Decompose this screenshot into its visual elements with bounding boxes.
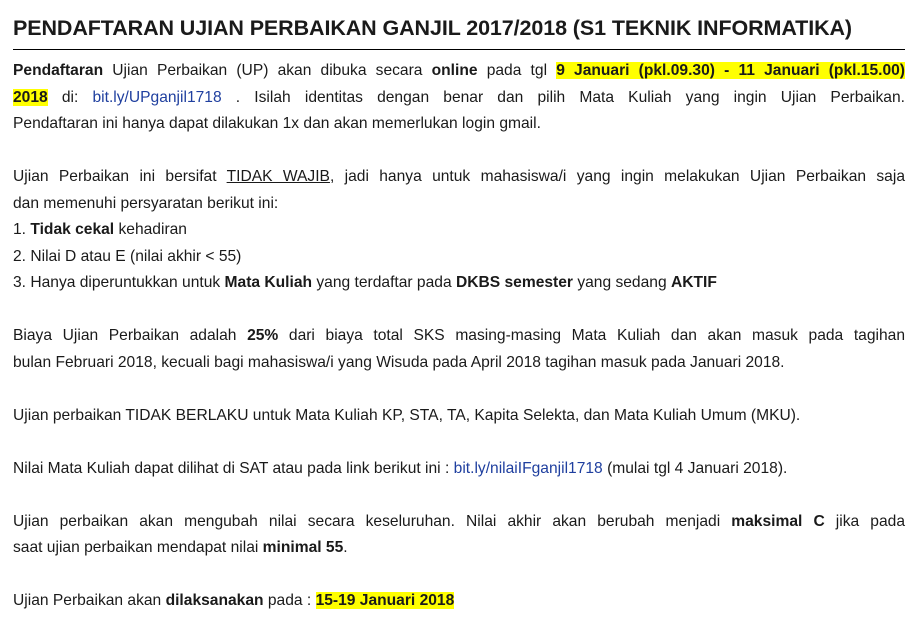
bold-segment: minimal 55 [262, 539, 344, 556]
online-word: online [431, 62, 478, 79]
text-segment: 1. [13, 221, 31, 238]
grades-link[interactable]: bit.ly/nilaiIFganjil1718 [453, 459, 603, 477]
registration-line-1 [13, 58, 905, 85]
text-segment: , jadi hanya untuk mahasiswa/i yang ingin melakukan Ujian Perbaikan saja [329, 168, 905, 185]
fee-line-2: bulan Februari 2018, kecuali bagi mahasiswa/i yang Wisuda pada April 2018 tagihan masuk pada Januari 2018. [13, 353, 785, 371]
requirements-paragraph [13, 164, 905, 297]
registration-year-highlight: 2018 [13, 88, 48, 106]
requirement-item-2: 2. Nilai D atau E (nilai akhir < 55) [13, 247, 242, 265]
requirement-item-3 [13, 270, 905, 297]
fee-line-1 [13, 323, 905, 350]
requirements-line-2: dan memenuhi persyaratan berikut ini: [13, 194, 279, 212]
text-segment: Ujian Perbaikan akan [13, 592, 166, 609]
grade-change-line-2 [13, 535, 905, 562]
bold-segment: AKTIF [670, 274, 717, 291]
fee-paragraph [13, 323, 905, 376]
exclusion-paragraph: Ujian perbaikan TIDAK BERLAKU untuk Mata Kuliah KP, STA, TA, Kapita Selekta, dan Mata Kuliah Umum (MKU). [13, 406, 801, 424]
grade-change-line-1 [13, 509, 905, 536]
text-segment: yang terdaftar pada [312, 274, 456, 291]
registration-line-2 [13, 85, 905, 112]
bold-segment: dilaksanakan [165, 592, 264, 609]
spacer [13, 297, 905, 324]
requirements-line-1 [13, 164, 905, 191]
text-segment: Ujian Perbaikan (UP) akan dibuka secara [103, 62, 432, 79]
text-segment: 3. Hanya diperuntukkan untuk [13, 274, 225, 291]
text-segment: dari biaya total SKS masing-masing Mata Kuliah dan akan masuk pada tagihan [278, 327, 905, 344]
registration-link[interactable]: bit.ly/UPganjil1718 [92, 88, 222, 106]
registration-paragraph [13, 58, 905, 138]
grade-change-paragraph [13, 509, 905, 562]
exam-date-paragraph [13, 588, 905, 615]
text-segment: Biaya Ujian Perbaikan adalah [13, 327, 248, 344]
text-segment: . Isilah identitas dengan benar dan pilih Mata Kuliah yang ingin Ujian Perbaikan. [221, 88, 905, 106]
text-segment: jika pada [824, 512, 905, 530]
bold-segment: Tidak cekal [30, 221, 115, 238]
text-segment: (mulai tgl 4 Januari 2018). [602, 459, 788, 477]
spacer [13, 482, 905, 509]
registration-line-3: Pendaftaran ini hanya dapat dilakukan 1x dan akan memerlukan login gmail. [13, 115, 541, 132]
grades-paragraph [13, 456, 905, 483]
spacer [13, 562, 905, 589]
bold-segment: maksimal C [731, 512, 825, 530]
registration-word: Pendaftaran [13, 62, 104, 79]
title-underline [13, 49, 905, 50]
registration-date-highlight: 9 Januari (pkl.09.30) - 11 Januari (pkl.15.00) [556, 62, 905, 79]
text-segment: . [343, 539, 348, 556]
spacer [13, 376, 905, 403]
fee-percent: 25% [247, 327, 279, 344]
bold-segment: Mata Kuliah [224, 274, 313, 291]
text-segment: Ujian Perbaikan ini bersifat [13, 168, 227, 185]
text-segment: yang sedang [572, 274, 671, 291]
text-segment: pada : [263, 592, 316, 609]
page-title: PENDAFTARAN UJIAN PERBAIKAN GANJIL 2017/2018 (S1 TEKNIK INFORMATIKA) [13, 16, 852, 40]
requirement-item-1 [13, 217, 905, 244]
bold-segment: DKBS semester [455, 274, 573, 291]
not-mandatory-text: TIDAK WAJIB [226, 168, 330, 185]
text-segment: Nilai Mata Kuliah dapat dilihat di SAT atau pada link berikut ini : [13, 459, 454, 477]
text-segment: Ujian perbaikan akan mengubah nilai secara keseluruhan. Nilai akhir akan berubah menjadi [13, 512, 732, 530]
spacer [13, 429, 905, 456]
text-segment: kehadiran [114, 221, 187, 238]
spacer [13, 138, 905, 165]
text-segment: saat ujian perbaikan mendapat nilai [13, 539, 263, 556]
text-segment: di: [47, 88, 93, 106]
exam-date-highlight: 15-19 Januari 2018 [315, 592, 455, 609]
text-segment: pada tgl [477, 62, 557, 79]
